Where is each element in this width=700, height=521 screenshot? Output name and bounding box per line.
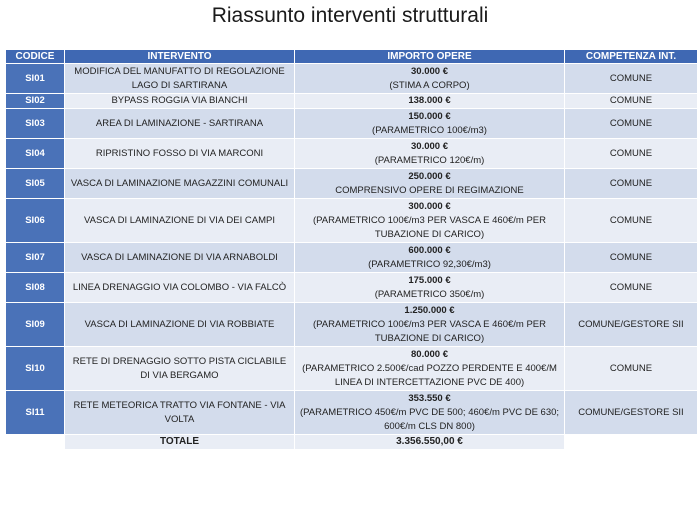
- row-amount-note: (PARAMETRICO 2.500€/cad POZZO PERDENTE E 400€/M LINEA DI INTERCETTAZIONE PVC DE 400): [302, 362, 557, 388]
- row-amount: 30.000 €: [411, 140, 448, 152]
- row-amount-note: (STIMA A CORPO): [389, 79, 470, 91]
- row-importo: [295, 391, 565, 435]
- table-row: [6, 94, 698, 109]
- table-row: [6, 139, 698, 169]
- row-intervento: AREA DI LAMINAZIONE - SARTIRANA: [65, 109, 295, 139]
- table-row: [6, 243, 698, 273]
- row-code: SI04: [6, 139, 65, 169]
- total-label: TOTALE: [65, 435, 295, 450]
- row-code: SI08: [6, 273, 65, 303]
- row-competenza: COMUNE: [565, 109, 698, 139]
- row-code: SI03: [6, 109, 65, 139]
- row-importo: [295, 94, 565, 109]
- row-intervento: RETE DI DRENAGGIO SOTTO PISTA CICLABILE DI VIA BERGAMO: [65, 347, 295, 391]
- header-importo: IMPORTO OPERE: [295, 50, 565, 64]
- row-competenza: COMUNE: [565, 64, 698, 94]
- table-row: [6, 391, 698, 435]
- row-amount-note: (PARAMETRICO 100€/m3): [372, 124, 487, 136]
- page-title: Riassunto interventi strutturali: [211, 4, 489, 27]
- row-competenza: COMUNE: [565, 243, 698, 273]
- table-row: [6, 169, 698, 199]
- row-code: SI09: [6, 303, 65, 347]
- row-amount: 250.000 €: [408, 170, 451, 182]
- row-importo: [295, 303, 565, 347]
- row-intervento: VASCA DI LAMINAZIONE DI VIA ARNABOLDI: [65, 243, 295, 273]
- row-competenza: COMUNE: [565, 199, 698, 243]
- row-amount: 138.000 €: [408, 95, 451, 106]
- table-row: [6, 64, 698, 94]
- row-intervento: BYPASS ROGGIA VIA BIANCHI: [65, 94, 295, 109]
- total-empty-cell: [565, 435, 698, 450]
- row-amount-note: COMPRENSIVO OPERE DI REGIMAZIONE: [335, 184, 524, 196]
- row-code: SI06: [6, 199, 65, 243]
- row-amount: 300.000 €: [408, 200, 451, 212]
- row-code: SI05: [6, 169, 65, 199]
- table-header-row: [6, 50, 698, 64]
- row-importo: [295, 199, 565, 243]
- row-code: SI02: [6, 94, 65, 109]
- header-competenza: COMPETENZA INT.: [565, 50, 698, 64]
- table-row: [6, 273, 698, 303]
- table-row: [6, 303, 698, 347]
- row-amount: 1.250.000 €: [404, 304, 455, 316]
- row-code: SI01: [6, 64, 65, 94]
- row-amount-note: (PARAMETRICO 92,30€/m3): [368, 258, 491, 270]
- row-competenza: COMUNE: [565, 139, 698, 169]
- row-amount: 175.000 €: [408, 274, 451, 286]
- row-competenza: COMUNE/GESTORE SII: [565, 303, 698, 347]
- row-amount-note: (PARAMETRICO 450€/m PVC DE 500; 460€/m PVC DE 630; 600€/m CLS DN 800): [299, 406, 560, 432]
- row-intervento: LINEA DRENAGGIO VIA COLOMBO - VIA FALCÒ: [65, 273, 295, 303]
- row-competenza: COMUNE: [565, 169, 698, 199]
- header-codice: CODICE: [6, 50, 65, 64]
- row-intervento: MODIFICA DEL MANUFATTO DI REGOLAZIONE LAGO DI SARTIRANA: [65, 64, 295, 94]
- row-competenza: COMUNE: [565, 94, 698, 109]
- total-row: [6, 435, 698, 450]
- row-importo: [295, 169, 565, 199]
- row-amount-note: (PARAMETRICO 100€/m3 PER VASCA E 460€/m PER TUBAZIONE DI CARICO): [312, 214, 546, 240]
- row-amount: 150.000 €: [408, 110, 451, 122]
- row-importo: [295, 243, 565, 273]
- row-competenza: COMUNE: [565, 273, 698, 303]
- header-intervento: INTERVENTO: [65, 50, 295, 64]
- row-competenza: COMUNE/GESTORE SII: [565, 391, 698, 435]
- row-intervento: VASCA DI LAMINAZIONE MAGAZZINI COMUNALI: [65, 169, 295, 199]
- row-importo: [295, 139, 565, 169]
- row-code: SI10: [6, 347, 65, 391]
- row-importo: [295, 64, 565, 94]
- interventions-table: [5, 49, 698, 450]
- row-amount: 600.000 €: [408, 244, 451, 256]
- row-amount: 80.000 €: [411, 348, 448, 360]
- total-value: 3.356.550,00 €: [295, 435, 565, 450]
- total-empty-cell: [6, 435, 65, 450]
- row-intervento: VASCA DI LAMINAZIONE DI VIA ROBBIATE: [65, 303, 295, 347]
- row-amount-note: (PARAMETRICO 120€/m): [374, 154, 485, 166]
- row-importo: [295, 273, 565, 303]
- table-row: [6, 199, 698, 243]
- table-row: [6, 109, 698, 139]
- row-intervento: VASCA DI LAMINAZIONE DI VIA DEI CAMPI: [65, 199, 295, 243]
- row-amount: 353.550 €: [408, 392, 451, 404]
- row-code: SI07: [6, 243, 65, 273]
- row-importo: [295, 347, 565, 391]
- table-row: [6, 347, 698, 391]
- row-code: SI11: [6, 391, 65, 435]
- row-competenza: COMUNE: [565, 347, 698, 391]
- row-importo: [295, 109, 565, 139]
- row-amount-note: (PARAMETRICO 100€/m3 PER VASCA E 460€/m PER TUBAZIONE DI CARICO): [312, 318, 546, 344]
- row-intervento: RETE METEORICA TRATTO VIA FONTANE - VIA VOLTA: [65, 391, 295, 435]
- row-intervento: RIPRISTINO FOSSO DI VIA MARCONI: [65, 139, 295, 169]
- row-amount-note: (PARAMETRICO 350€/m): [374, 288, 485, 300]
- row-amount: 30.000 €: [411, 65, 448, 77]
